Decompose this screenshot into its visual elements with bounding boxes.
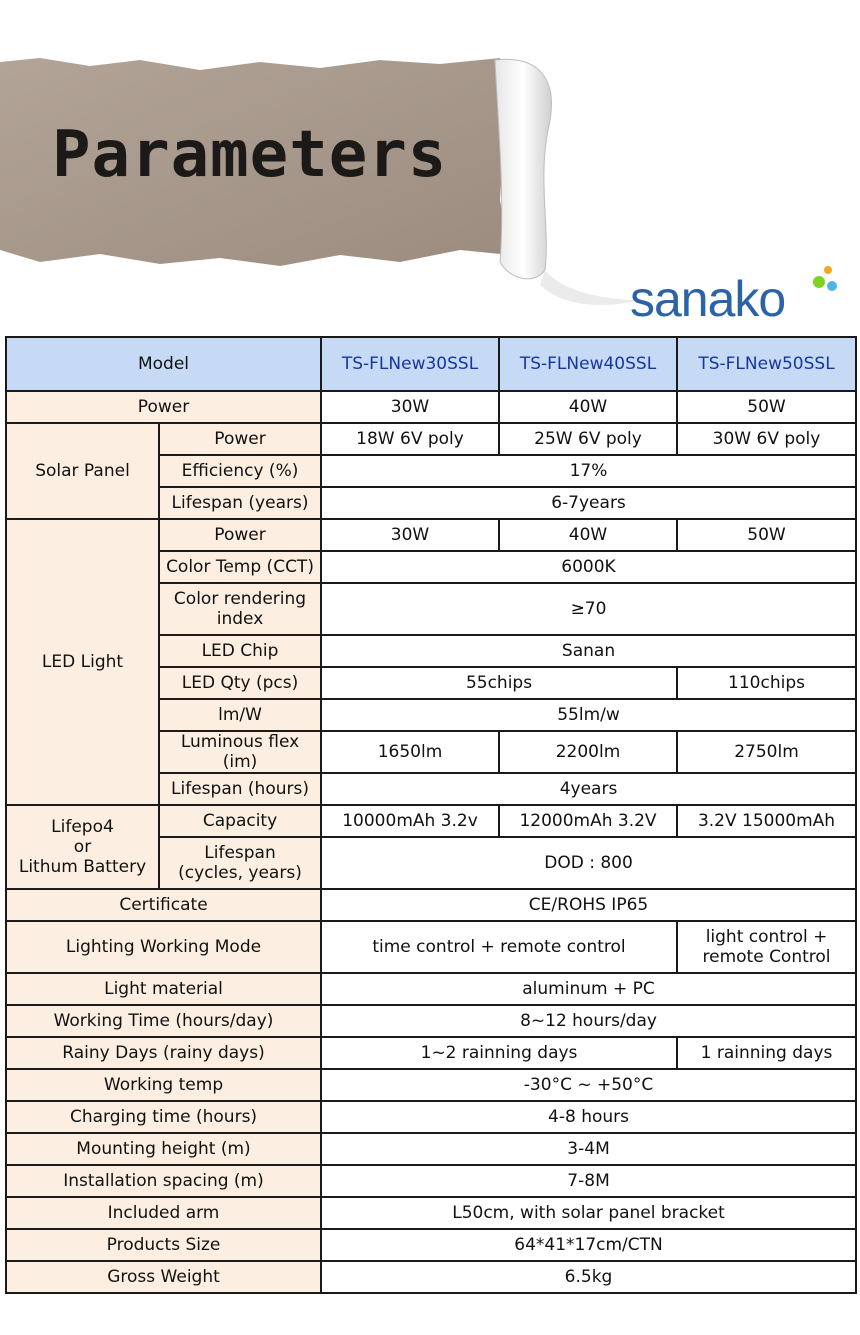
working-time-label: Working Time (hours/day) bbox=[6, 1005, 321, 1037]
model-name: TS-FLNew40SSL bbox=[499, 337, 677, 391]
table-cell: 30W 6V poly bbox=[677, 423, 856, 455]
cri-label-line2: index bbox=[216, 609, 264, 629]
led-power-label: Power bbox=[159, 519, 321, 551]
table-cell: 30W bbox=[321, 391, 499, 423]
products-size-label: Products Size bbox=[6, 1229, 321, 1261]
table-cell: 50W bbox=[677, 391, 856, 423]
parameters-table bbox=[5, 336, 857, 1294]
battery-lifespan-label bbox=[159, 837, 321, 889]
table-cell: ≥70 bbox=[321, 583, 856, 635]
table-row bbox=[6, 1197, 856, 1229]
sanako-logo: sanako bbox=[630, 271, 786, 327]
table-cell: 8~12 hours/day bbox=[321, 1005, 856, 1037]
table-cell: 55chips bbox=[321, 667, 677, 699]
table-cell: 40W bbox=[499, 391, 677, 423]
solar-power-label: Power bbox=[159, 423, 321, 455]
table-cell: 4years bbox=[321, 773, 856, 805]
led-qty-label: LED Qty (pcs) bbox=[159, 667, 321, 699]
lmw-label: lm/W bbox=[159, 699, 321, 731]
table-cell: 55lm/w bbox=[321, 699, 856, 731]
mounting-height-label: Mounting height (m) bbox=[6, 1133, 321, 1165]
charging-time-label: Charging time (hours) bbox=[6, 1101, 321, 1133]
light-material-label: Light material bbox=[6, 973, 321, 1005]
power-label: Power bbox=[6, 391, 321, 423]
working-mode-b-line1: light control + bbox=[705, 927, 828, 947]
table-cell: 3.2V 15000mAh bbox=[677, 805, 856, 837]
table-row bbox=[6, 1069, 856, 1101]
table-row bbox=[6, 921, 856, 973]
gross-weight-label: Gross Weight bbox=[6, 1261, 321, 1293]
table-cell: Sanan bbox=[321, 635, 856, 667]
included-arm-label: Included arm bbox=[6, 1197, 321, 1229]
model-name: TS-FLNew30SSL bbox=[321, 337, 499, 391]
table-cell: aluminum + PC bbox=[321, 973, 856, 1005]
table-cell: 110chips bbox=[677, 667, 856, 699]
table-row bbox=[6, 1165, 856, 1197]
installation-spacing-label: Installation spacing (m) bbox=[6, 1165, 321, 1197]
table-cell: 1~2 rainning days bbox=[321, 1037, 677, 1069]
table-cell: 7-8M bbox=[321, 1165, 856, 1197]
model-name: TS-FLNew50SSL bbox=[677, 337, 856, 391]
table-cell: 2200lm bbox=[499, 731, 677, 773]
battery-label-line2: or bbox=[73, 837, 92, 857]
efficiency-label: Efficiency (%) bbox=[159, 455, 321, 487]
table-cell: 2750lm bbox=[677, 731, 856, 773]
capacity-label: Capacity bbox=[159, 805, 321, 837]
rainy-days-label: Rainy Days (rainy days) bbox=[6, 1037, 321, 1069]
paper-curl bbox=[495, 59, 551, 278]
solar-lifespan-label: Lifespan (years) bbox=[159, 487, 321, 519]
led-lifespan-label: Lifespan (hours) bbox=[159, 773, 321, 805]
cri-label bbox=[159, 583, 321, 635]
table-cell: 64*41*17cm/CTN bbox=[321, 1229, 856, 1261]
table-row bbox=[6, 423, 856, 455]
table-row bbox=[6, 1261, 856, 1293]
table-cell: CE/ROHS IP65 bbox=[321, 889, 856, 921]
table-cell: 1 rainning days bbox=[677, 1037, 856, 1069]
table-cell: 4-8 hours bbox=[321, 1101, 856, 1133]
table-cell: 18W 6V poly bbox=[321, 423, 499, 455]
model-label: Model bbox=[6, 337, 321, 391]
battery-label-line3: Lithum Battery bbox=[18, 857, 147, 877]
banner bbox=[0, 0, 860, 330]
table-row bbox=[6, 1133, 856, 1165]
table-cell: 25W 6V poly bbox=[499, 423, 677, 455]
battery-label-line1: Lifepo4 bbox=[51, 817, 114, 837]
table-cell: 1650lm bbox=[321, 731, 499, 773]
table-cell: time control + remote control bbox=[321, 921, 677, 973]
table-row bbox=[6, 1037, 856, 1069]
table-row bbox=[6, 1005, 856, 1037]
table-row bbox=[6, 973, 856, 1005]
led-light-label: LED Light bbox=[6, 519, 159, 805]
color-temp-label: Color Temp (CCT) bbox=[159, 551, 321, 583]
table-row bbox=[6, 805, 856, 837]
working-temp-label: Working temp bbox=[6, 1069, 321, 1101]
table-cell: 12000mAh 3.2V bbox=[499, 805, 677, 837]
table-cell: 6-7years bbox=[321, 487, 856, 519]
table-cell: L50cm, with solar panel bracket bbox=[321, 1197, 856, 1229]
table-row bbox=[6, 1101, 856, 1133]
battery-lifespan-line1: Lifespan bbox=[204, 843, 276, 863]
logo-dots-icon bbox=[795, 262, 840, 307]
table-row bbox=[6, 391, 856, 423]
battery-label bbox=[6, 805, 159, 889]
table-cell: 6.5kg bbox=[321, 1261, 856, 1293]
table-cell: 40W bbox=[499, 519, 677, 551]
table-cell: 17% bbox=[321, 455, 856, 487]
banner-title: Parameters bbox=[52, 118, 448, 192]
table-row bbox=[6, 337, 856, 391]
solar-panel-label: Solar Panel bbox=[6, 423, 159, 519]
table-cell: 3-4M bbox=[321, 1133, 856, 1165]
table-cell: -30°C ~ +50°C bbox=[321, 1069, 856, 1101]
certificate-label: Certificate bbox=[6, 889, 321, 921]
table-cell: 50W bbox=[677, 519, 856, 551]
table-row bbox=[6, 519, 856, 551]
table-cell: DOD : 800 bbox=[321, 837, 856, 889]
working-mode-label: Lighting Working Mode bbox=[6, 921, 321, 973]
table-cell: 10000mAh 3.2v bbox=[321, 805, 499, 837]
cri-label-line1: Color rendering bbox=[173, 589, 307, 609]
table-row bbox=[6, 1229, 856, 1261]
table-cell: 30W bbox=[321, 519, 499, 551]
working-mode-b-line2: remote Control bbox=[702, 947, 831, 967]
table-cell bbox=[677, 921, 856, 973]
luminous-flux-label: Luminous flex (im) bbox=[159, 731, 321, 773]
led-chip-label: LED Chip bbox=[159, 635, 321, 667]
table-cell: 6000K bbox=[321, 551, 856, 583]
table-row bbox=[6, 889, 856, 921]
battery-lifespan-line2: (cycles, years) bbox=[178, 863, 302, 883]
